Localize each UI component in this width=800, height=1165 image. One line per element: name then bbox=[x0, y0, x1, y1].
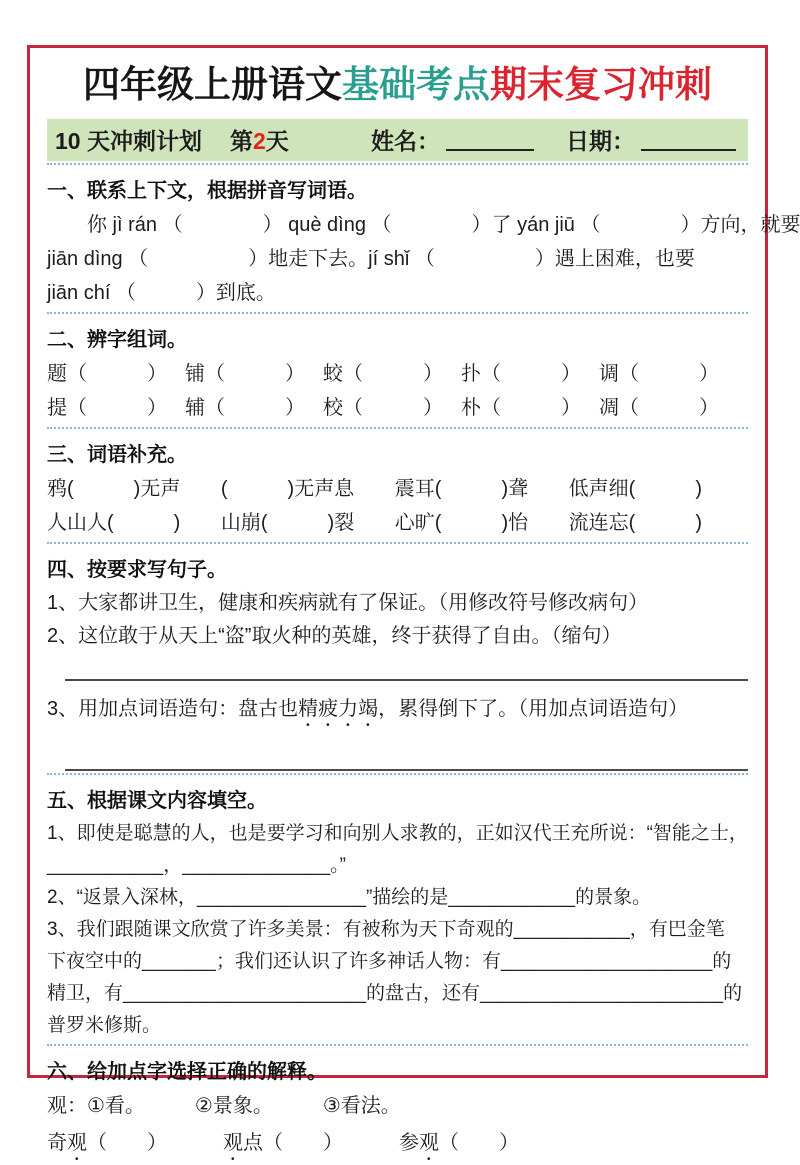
pinyin-line: jiān dìng （ ）地走下去。jí shǐ （ ）遇上困难，也要 bbox=[47, 247, 695, 270]
char-row bbox=[47, 391, 719, 425]
section-divider bbox=[47, 1044, 748, 1046]
date-blank bbox=[641, 129, 736, 151]
fill-in-line: 精卫，有_______________________的盘古，还有_______________________的 bbox=[47, 982, 743, 1004]
idiom-blank: 人山人( ) bbox=[47, 511, 181, 534]
pinyin-line: 你 jì rán （ ） què dìng （ ）了 yán jiū （ ）方向，就要 bbox=[87, 213, 800, 236]
page-title bbox=[47, 64, 748, 107]
dotted-char: 观 bbox=[419, 1131, 439, 1154]
pair-blank: （ ） bbox=[87, 1131, 167, 1154]
name-label: 姓名： bbox=[371, 128, 440, 155]
char-row bbox=[47, 357, 719, 391]
day-number: 2 bbox=[252, 128, 266, 155]
idiom-row bbox=[47, 472, 702, 506]
section-heading: 二、辨字组词。 bbox=[47, 328, 187, 351]
pair-prefix: 参 bbox=[399, 1131, 419, 1154]
section-word-discrimination bbox=[47, 323, 748, 425]
fill-in-line: ___________，______________。” bbox=[47, 854, 346, 876]
sentence-prefix: 3、用加点词语造句：盘古也 bbox=[47, 697, 299, 720]
fill-in-line: 下夜空中的_______；我们还认识了许多神话人物：有____________________的 bbox=[47, 950, 732, 972]
idiom-blank: 低声细( ) bbox=[568, 477, 702, 500]
title-part-basics: 基础考点 bbox=[342, 64, 490, 105]
fill-in-line: 普罗米修斯。 bbox=[47, 1014, 162, 1036]
char-blank: 朴（ ） bbox=[461, 396, 581, 419]
pair-prefix: 奇 bbox=[47, 1131, 67, 1154]
idiom-blank: 流连忘( ) bbox=[568, 511, 702, 534]
word-pair bbox=[47, 1123, 167, 1165]
char-blank: 题（ ） bbox=[47, 362, 167, 385]
idiom-blank: 震耳( )聋 bbox=[394, 477, 529, 500]
sentence-item bbox=[47, 693, 748, 731]
word-pair bbox=[223, 1123, 343, 1165]
section-heading: 六、给加点字选择正确的解释。 bbox=[47, 1060, 327, 1083]
section-heading: 四、按要求写句子。 bbox=[47, 558, 227, 581]
section-divider bbox=[47, 542, 748, 544]
section-heading: 三、词语补充。 bbox=[47, 443, 187, 466]
char-blank: 扑（ ） bbox=[461, 362, 581, 385]
section-divider bbox=[47, 773, 748, 775]
date-label: 日期： bbox=[566, 128, 635, 155]
sentence-suffix: ，累得倒下了。（用加点词语造句） bbox=[378, 697, 689, 720]
fill-in-line: 2、“返景入深林，________________”描绘的是____________的景象。 bbox=[47, 886, 652, 908]
section-definitions bbox=[47, 1055, 748, 1165]
title-part-review: 期末复习冲刺 bbox=[490, 64, 712, 105]
pair-blank: （ ） bbox=[439, 1131, 519, 1154]
section-heading: 一、联系上下文，根据拼音写词语。 bbox=[47, 179, 367, 202]
fill-in-line: 3、我们跟随课文欣赏了许多美景：有被称为天下奇观的___________，有巴金笔 bbox=[47, 918, 725, 940]
sentence-item: 2、这位敢于从天上“盗”取火种的英雄，终于获得了自由。（缩句） bbox=[47, 624, 622, 647]
definition-pairs-row bbox=[47, 1123, 748, 1165]
definition-options: 观：①看。 ②景象。 ③看法。 bbox=[47, 1094, 401, 1117]
pair-blank: 点（ ） bbox=[243, 1131, 343, 1154]
idiom-row bbox=[47, 506, 702, 540]
plan-label: 10 天冲刺计划 bbox=[55, 128, 202, 155]
dotted-char: 观 bbox=[223, 1131, 243, 1154]
idiom-blank: 鸦( )无声 bbox=[47, 477, 181, 500]
section-divider bbox=[47, 163, 748, 165]
day-suffix: 天 bbox=[265, 128, 289, 155]
char-blank: 蛟（ ） bbox=[323, 362, 443, 385]
char-blank: 辅（ ） bbox=[185, 396, 305, 419]
dotted-char: 观 bbox=[67, 1131, 87, 1154]
name-blank bbox=[446, 129, 534, 151]
char-blank: 提（ ） bbox=[47, 396, 167, 419]
sentence-item: 1、大家都讲卫生，健康和疾病就有了保证。（用修改符号修改病句） bbox=[47, 591, 649, 614]
section-pinyin bbox=[47, 174, 800, 310]
idiom-blank: ( )无声息 bbox=[220, 477, 355, 500]
section-divider bbox=[47, 312, 748, 314]
fill-in-line: 1、即使是聪慧的人，也是要学习和向别人求教的，正如汉代王充所说：“智能之士， bbox=[47, 822, 748, 844]
day-label bbox=[230, 123, 289, 156]
char-blank: 铺（ ） bbox=[185, 362, 305, 385]
title-part-grade: 四年级上册语文 bbox=[83, 64, 342, 105]
idiom-blank: 心旷( )怡 bbox=[394, 511, 529, 534]
emphasized-word: 精疲力竭 bbox=[298, 697, 379, 720]
char-blank: 校（ ） bbox=[323, 396, 443, 419]
char-blank: 凋（ ） bbox=[599, 396, 719, 419]
word-pair bbox=[399, 1123, 519, 1165]
pinyin-line: jiān chí （ ）到底。 bbox=[47, 281, 276, 304]
idiom-blank: 山崩( )裂 bbox=[220, 511, 355, 534]
section-divider bbox=[47, 427, 748, 429]
answer-line bbox=[65, 769, 748, 771]
plan-banner bbox=[47, 119, 748, 161]
section-heading: 五、根据课文内容填空。 bbox=[47, 789, 267, 812]
day-prefix: 第 bbox=[229, 128, 253, 155]
section-word-completion bbox=[47, 438, 748, 540]
char-blank: 调（ ） bbox=[599, 362, 719, 385]
worksheet-page bbox=[27, 45, 800, 1154]
section-fill-in bbox=[47, 784, 748, 1042]
section-sentences bbox=[47, 553, 748, 771]
answer-line bbox=[65, 679, 748, 681]
